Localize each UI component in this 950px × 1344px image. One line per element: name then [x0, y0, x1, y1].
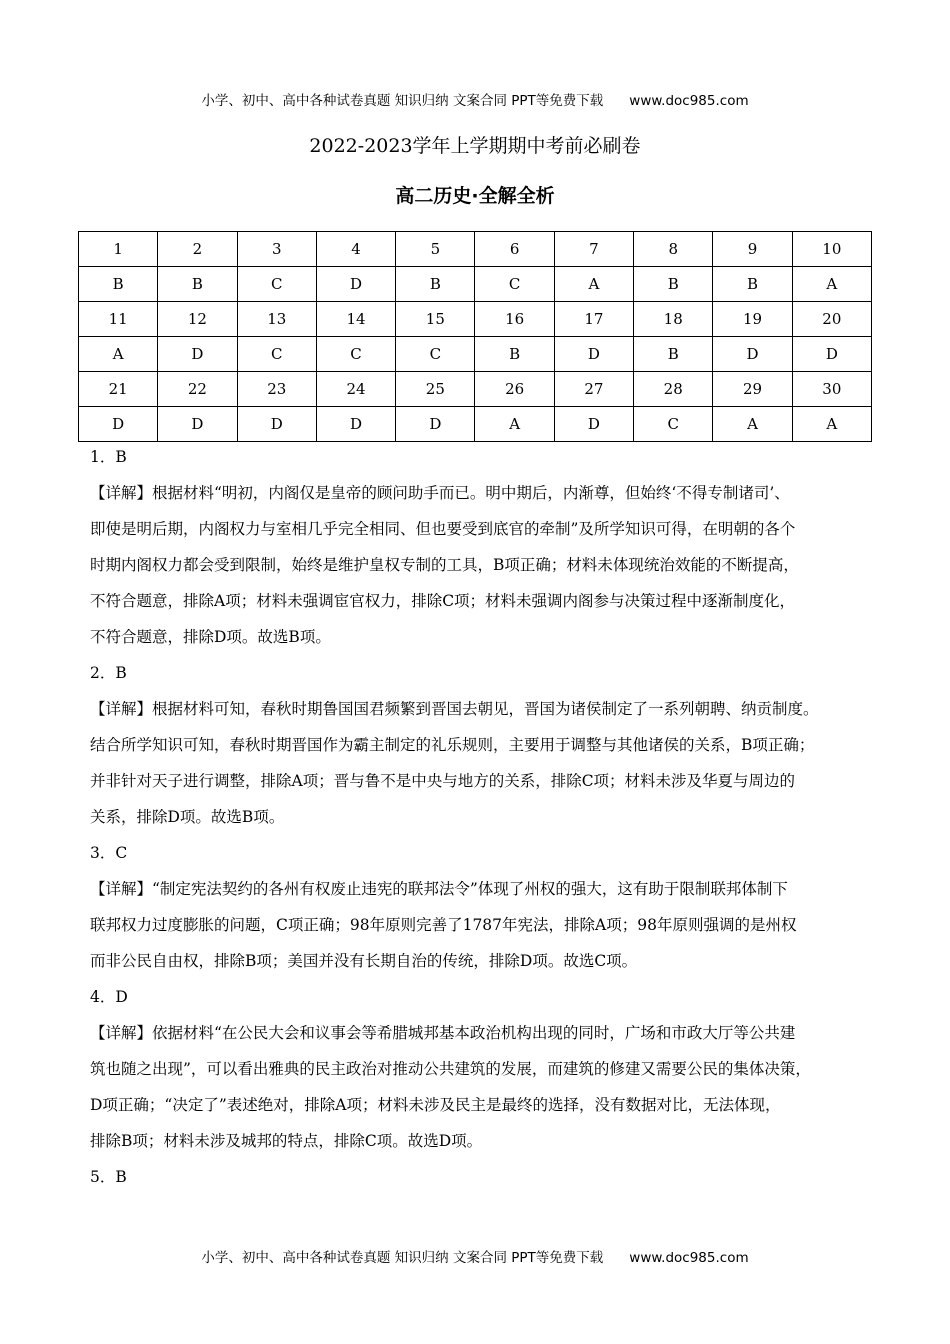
answer-cell: B	[634, 267, 713, 302]
header-url[interactable]: www.doc985.com	[629, 93, 749, 109]
question-number-row	[79, 372, 872, 407]
answer-cell: A	[79, 337, 158, 372]
question-number-cell: 25	[396, 372, 475, 407]
question-number-cell: 9	[713, 232, 792, 267]
question-number-cell: 24	[316, 372, 395, 407]
answer-cell: A	[554, 267, 633, 302]
explanation-line: 并非针对天子进行调整，排除A项；晋与鲁不是中央与地方的关系，排除C项；材料未涉及华夏与周边的	[90, 772, 796, 790]
question-number-cell: 22	[158, 372, 237, 407]
answer-cell: D	[554, 407, 633, 442]
answer-cell: B	[475, 337, 554, 372]
document-title: 2022-2023学年上学期期中考前必刷卷	[309, 135, 641, 157]
explanation-line: 结合所学知识可知，春秋时期晋国作为霸主制定的礼乐规则，主要用于调整与其他诸侯的关系，B项正确；	[90, 736, 815, 754]
question-number-cell: 6	[475, 232, 554, 267]
question-number-cell: 12	[158, 302, 237, 337]
question-number-cell: 23	[237, 372, 316, 407]
answer-cell: D	[713, 337, 792, 372]
question-answer-heading: 4．D	[90, 988, 128, 1006]
answer-table	[78, 231, 872, 442]
question-answer-heading: 3．C	[90, 844, 128, 862]
answer-cell: A	[475, 407, 554, 442]
question-number-cell: 11	[79, 302, 158, 337]
answer-cell: C	[237, 337, 316, 372]
answer-cell: D	[158, 337, 237, 372]
explanation-line: 关系，排除D项。故选B项。	[90, 808, 285, 826]
question-answer-heading: 1．B	[90, 448, 127, 466]
answer-cell: D	[554, 337, 633, 372]
question-number-cell: 26	[475, 372, 554, 407]
question-number-row	[79, 232, 872, 267]
explanation-line: 时期内阁权力都会受到限制，始终是维护皇权专制的工具，B项正确；材料未体现统治效能的不断提高，	[90, 556, 799, 574]
answer-cell: C	[396, 337, 475, 372]
explanation-line: 【详解】根据材料可知，春秋时期鲁国国君频繁到晋国去朝见，晋国为诸侯制定了一系列朝聘、纳贡制度。	[90, 700, 819, 718]
question-answer-heading: 5．B	[90, 1168, 127, 1186]
answer-cell: B	[158, 267, 237, 302]
question-number-cell: 18	[634, 302, 713, 337]
document-subtitle: 高二历史·全解全析	[395, 185, 555, 207]
answer-cell: D	[396, 407, 475, 442]
page-header	[0, 89, 950, 109]
question-number-cell: 29	[713, 372, 792, 407]
answer-cell: C	[316, 337, 395, 372]
explanation-line: 【详解】根据材料“明初，内阁仅是皇帝的顾问助手而已。明中期后，内渐尊，但始终‘不得专制诸司’、	[90, 484, 790, 502]
answer-row	[79, 337, 872, 372]
explanation-line: 不符合题意，排除D项。故选B项。	[90, 628, 331, 646]
answer-cell: D	[158, 407, 237, 442]
question-number-cell: 8	[634, 232, 713, 267]
question-number-cell: 27	[554, 372, 633, 407]
question-number-cell: 30	[792, 372, 871, 407]
answer-cell: C	[634, 407, 713, 442]
explanation-line: 即使是明后期，内阁权力与室相几乎完全相同、但也要受到底官的牵制”及所学知识可得，在明朝的各个	[90, 520, 796, 538]
question-number-cell: 17	[554, 302, 633, 337]
explanation-line: 联邦权力过度膨胀的问题，C项正确；98年原则完善了1787年宪法，排除A项；98年原则强调的是州权	[90, 916, 797, 934]
answer-cell: D	[237, 407, 316, 442]
answer-cell: D	[79, 407, 158, 442]
question-number-cell: 20	[792, 302, 871, 337]
explanation-line: D项正确；“决定了”表述绝对，排除A项；材料未涉及民主是最终的选择，没有数据对比，无法体现，	[90, 1096, 781, 1114]
answer-cell: B	[634, 337, 713, 372]
question-number-cell: 5	[396, 232, 475, 267]
answer-cell: A	[792, 407, 871, 442]
question-number-cell: 13	[237, 302, 316, 337]
answer-cell: B	[396, 267, 475, 302]
question-number-row	[79, 302, 872, 337]
answer-cell: C	[475, 267, 554, 302]
explanation-line: 而非公民自由权，排除B项；美国并没有长期自治的传统，排除D项。故选C项。	[90, 952, 638, 970]
explanation-line: 不符合题意，排除A项；材料未强调宦官权力，排除C项；材料未强调内阁参与决策过程中逐渐制度化，	[90, 592, 796, 610]
answer-cell: D	[316, 407, 395, 442]
question-number-cell: 15	[396, 302, 475, 337]
question-number-cell: 19	[713, 302, 792, 337]
question-number-cell: 21	[79, 372, 158, 407]
explanation-line: 筑也随之出现”，可以看出雅典的民主政治对推动公共建筑的发展，而建筑的修建又需要公民的集体决策，	[90, 1060, 811, 1078]
answer-cell: D	[316, 267, 395, 302]
question-number-cell: 3	[237, 232, 316, 267]
page-footer	[0, 1246, 950, 1266]
question-number-cell: 10	[792, 232, 871, 267]
answer-cell: D	[792, 337, 871, 372]
question-number-cell: 28	[634, 372, 713, 407]
footer-url[interactable]: www.doc985.com	[629, 1250, 749, 1266]
answer-cell: C	[237, 267, 316, 302]
explanation-line: 排除B项；材料未涉及城邦的特点，排除C项。故选D项。	[90, 1132, 483, 1150]
explanation-line: 【详解】依据材料“在公民大会和议事会等希腊城邦基本政治机构出现的同时，广场和市政大厅等公共建	[90, 1024, 796, 1042]
explanations	[90, 444, 880, 1200]
question-number-cell: 1	[79, 232, 158, 267]
question-number-cell: 4	[316, 232, 395, 267]
answer-cell: A	[792, 267, 871, 302]
question-number-cell: 14	[316, 302, 395, 337]
header-text: 小学、初中、高中各种试卷真题 知识归纳 文案合同 PPT等免费下载	[201, 93, 604, 109]
question-number-cell: 16	[475, 302, 554, 337]
question-number-cell: 7	[554, 232, 633, 267]
answer-cell: B	[713, 267, 792, 302]
explanation-line: 【详解】“制定宪法契约的各州有权废止违宪的联邦法令”体现了州权的强大，这有助于限制联邦体制下	[90, 880, 788, 898]
answer-cell: A	[713, 407, 792, 442]
answer-row	[79, 407, 872, 442]
answer-cell: B	[79, 267, 158, 302]
question-number-cell: 2	[158, 232, 237, 267]
footer-text: 小学、初中、高中各种试卷真题 知识归纳 文案合同 PPT等免费下载	[201, 1250, 604, 1266]
answer-row	[79, 267, 872, 302]
question-answer-heading: 2．B	[90, 664, 127, 682]
